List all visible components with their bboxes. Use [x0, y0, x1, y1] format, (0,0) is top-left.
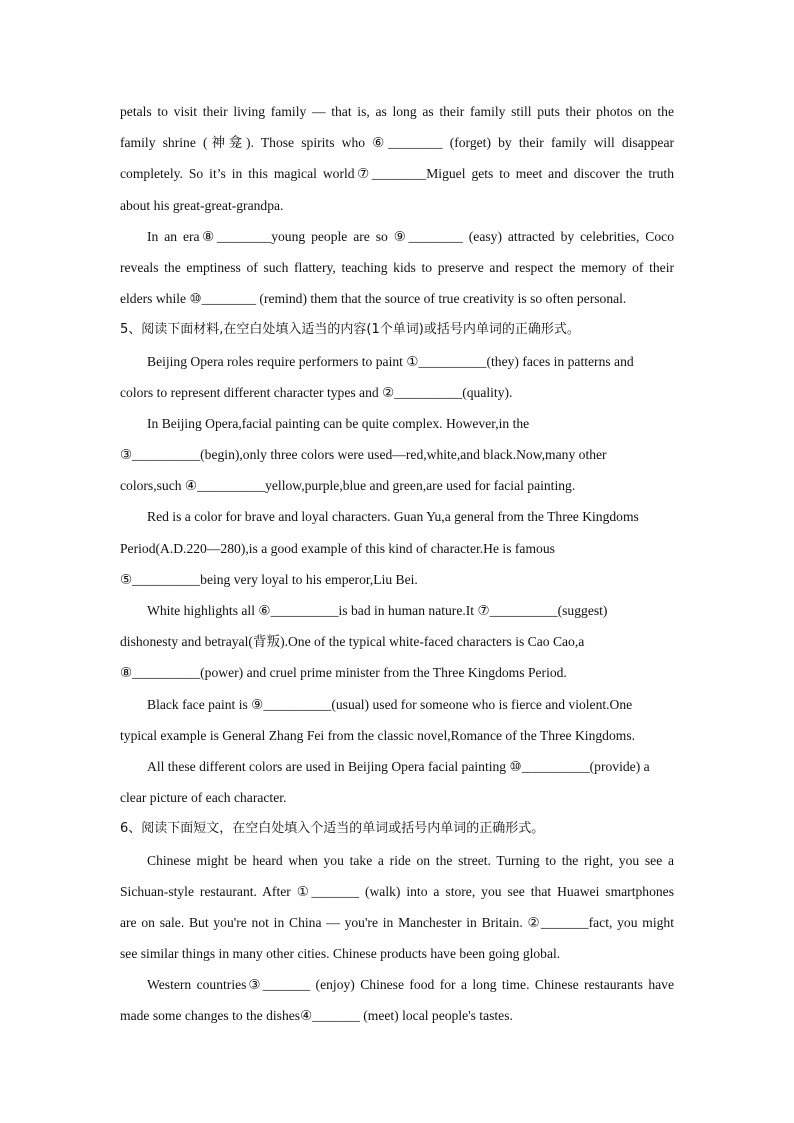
text-line: Western countries③_______ (enjoy) Chinese food for a long time. Chinese restaurants have — [147, 977, 674, 993]
text-line: White highlights all ⑥__________is bad in human nature.It ⑦__________(suggest) — [147, 603, 608, 618]
exercise-heading: 6、阅读下面短文，在空白处填入个适当的单词或括号内单词的正确形式。 — [120, 821, 545, 837]
text-line: Black face paint is ⑨__________(usual) used for someone who is fierce and violent.One — [147, 696, 633, 712]
exercise-heading: 5、阅读下面材料,在空白处填入适当的内容(1个单词)或括号内单词的正确形式。 — [120, 322, 580, 338]
text-line: made some changes to the dishes④_______ (meet) local people's tastes. — [120, 1008, 513, 1024]
text-line: Red is a color for brave and loyal characters. Guan Yu,a general from the Three Kingdoms — [147, 509, 639, 525]
text-line: clear picture of each character. — [120, 790, 287, 806]
text-line: petals to visit their living family — that is, as long as their family still puts their photos on the — [120, 104, 674, 119]
text-line: colors to represent different character types and ②__________(quality). — [120, 384, 513, 400]
text-line: elders while ⑩________ (remind) them that the source of true creativity is so often personal. — [120, 291, 627, 307]
text-line: In Beijing Opera,facial painting can be quite complex. However,in the — [147, 415, 530, 431]
text-line: In an era⑧________young people are so ⑨________ (easy) attracted by celebrities, Coco — [147, 228, 674, 244]
text-line: typical example is General Zhang Fei from the classic novel,Romance of the Three Kingdoms. — [120, 727, 636, 743]
text-line: are on sale. But you're not in China — you're in Manchester in Britain. ②_______fact, you might — [120, 914, 674, 930]
text-line: dishonesty and betrayal(背叛).One of the typical white-faced characters is Cao Cao,a — [120, 634, 585, 650]
text-line: colors,such ④__________yellow,purple,blue and green,are used for facial painting. — [120, 478, 576, 494]
text-line: Period(A.D.220—280),is a good example of this kind of character.He is famous — [120, 540, 555, 556]
text-line: Beijing Opera roles require performers to paint ①__________(they) faces in patterns and — [147, 353, 634, 369]
text-line: about his great-great-grandpa. — [120, 197, 284, 213]
text-line: ③__________(begin),only three colors were used—red,white,and black.Now,many other — [120, 447, 607, 463]
document-page — [120, 96, 674, 1032]
text-line: All these different colors are used in Beijing Opera facial painting ⑩__________(provide) a — [147, 758, 650, 774]
text-line: ⑤__________being very loyal to his emperor,Liu Bei. — [120, 571, 418, 587]
text-line: Chinese might be heard when you take a ride on the street. Turning to the right, you see a — [147, 852, 674, 868]
text-line: completely. So it’s in this magical world⑦________Miguel gets to meet and discover the truth — [120, 166, 674, 182]
text-line: Sichuan-style restaurant. After ①_______ (walk) into a store, you see that Huawei smartphones — [120, 883, 674, 899]
text-line: family shrine (神龛). Those spirits who ⑥________ (forget) by their family will disappear — [120, 135, 674, 151]
text-line: reveals the emptiness of such flattery, teaching kids to preserve and respect the memory of their — [120, 259, 674, 275]
text-line: see similar things in many other cities. Chinese products have been going global. — [120, 946, 561, 962]
text-line: ⑧__________(power) and cruel prime minister from the Three Kingdoms Period. — [120, 665, 567, 681]
